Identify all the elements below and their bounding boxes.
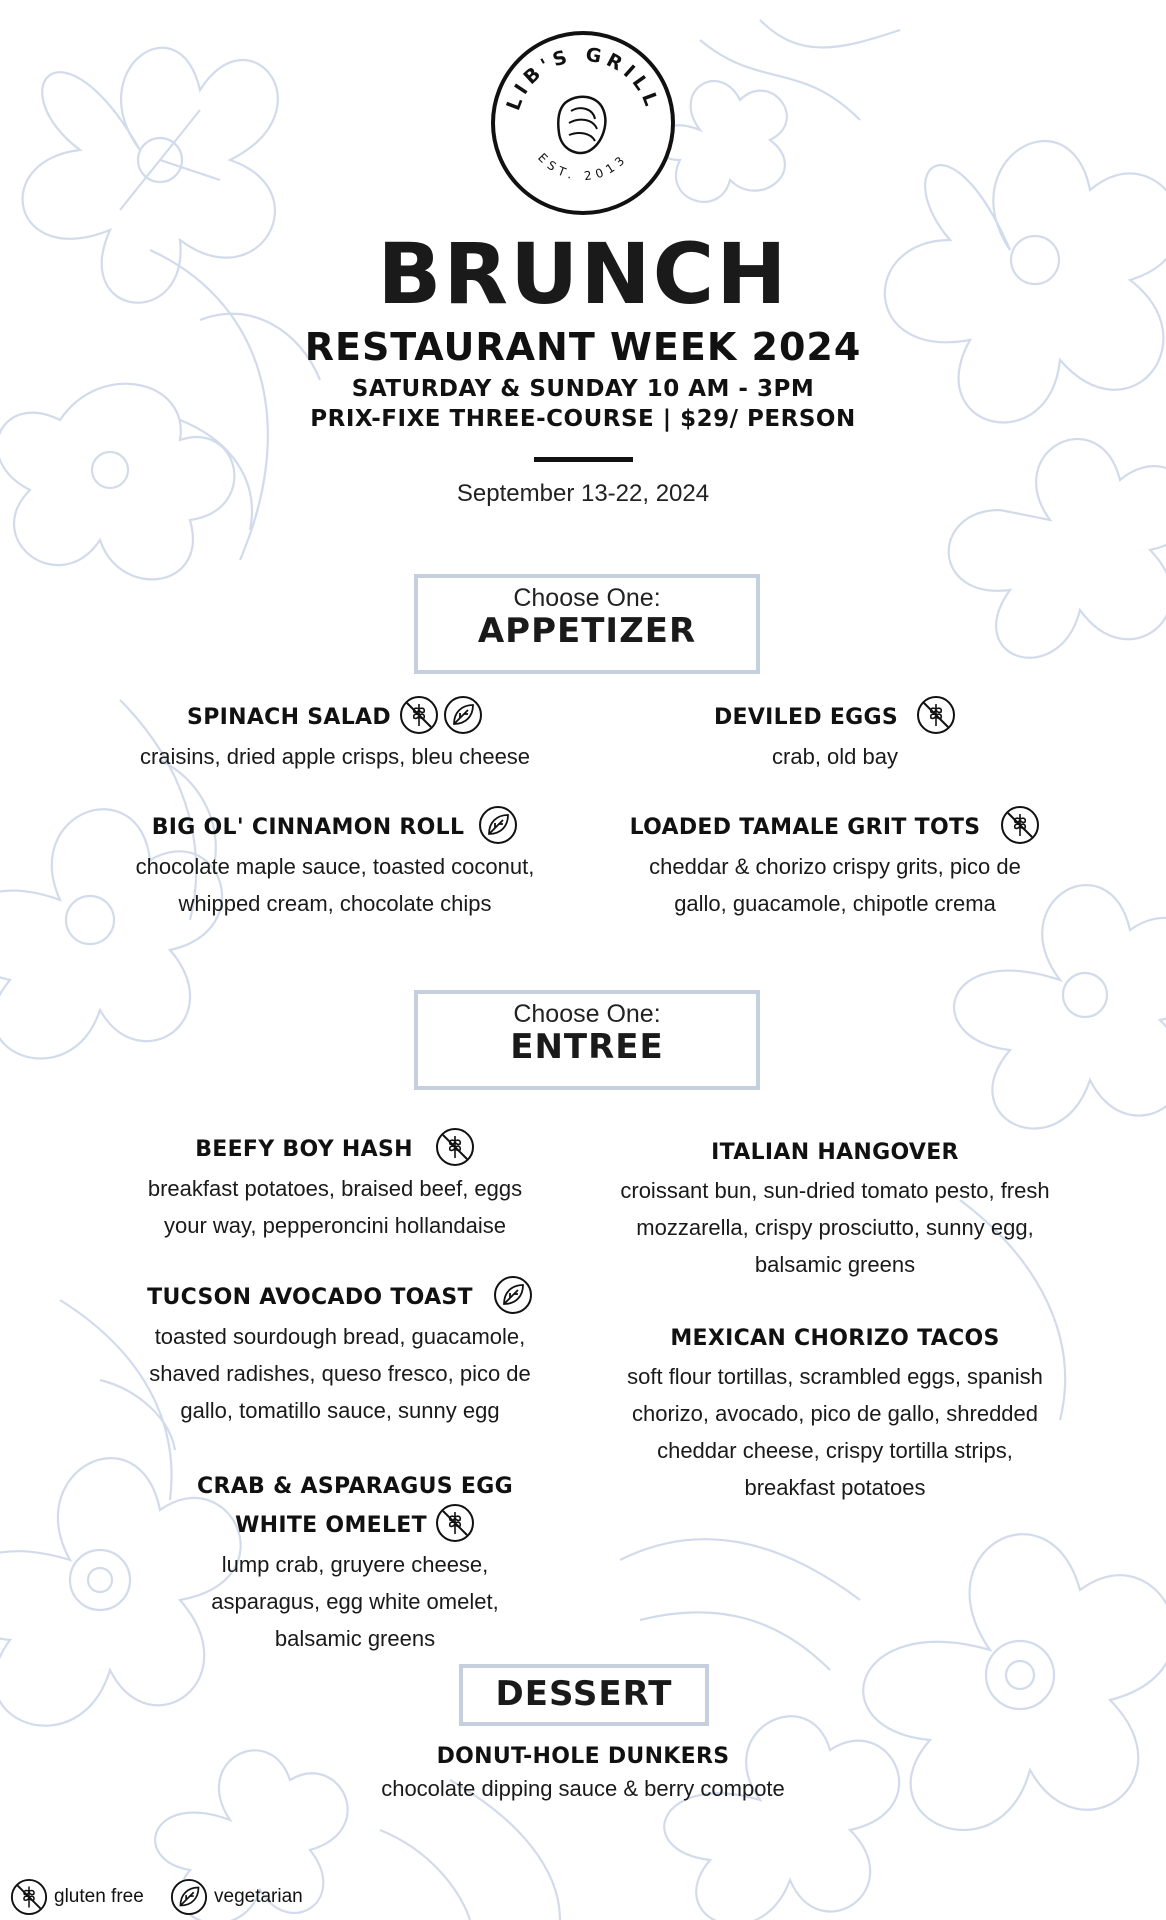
section-label: ENTREE xyxy=(510,1027,664,1067)
vegetarian-icon xyxy=(443,695,483,735)
gluten-free-icon xyxy=(435,1503,475,1543)
vegetarian-icon xyxy=(493,1275,533,1315)
legend-vegetarian xyxy=(170,1878,303,1916)
item-description: croissant bun, sun-dried tomato pesto, fresh mozzarella, crispy prosciutto, sunny egg, balsamic greens xyxy=(620,1178,1050,1277)
item-name: ITALIAN HANGOVER xyxy=(711,1140,959,1165)
legend-label: gluten free xyxy=(54,1886,144,1907)
item-name: TUCSON AVOCADO TOAST xyxy=(147,1285,473,1310)
legend-label: vegetarian xyxy=(214,1886,303,1907)
header-divider xyxy=(534,457,633,462)
legend-gluten-free xyxy=(10,1878,144,1916)
menu-item-tamale-grit-tots xyxy=(620,808,1050,922)
item-description: cheddar & chorizo crispy grits, pico de gallo, guacamole, chipotle crema xyxy=(649,854,1021,916)
item-description: craisins, dried apple crisps, bleu cheese xyxy=(139,744,531,769)
menu-item-spinach-salad xyxy=(120,698,550,775)
gluten-free-icon xyxy=(1000,805,1040,845)
menu-item-donut-hole-dunkers xyxy=(283,1740,883,1804)
logo-name: LIB'S GRILL xyxy=(502,43,664,114)
dessert-section-header xyxy=(459,1664,709,1726)
item-description: lump crab, gruyere cheese, asparagus, egg white omelet, balsamic greens xyxy=(211,1552,499,1651)
item-description: toasted sourdough bread, guacamole, shaved radishes, queso fresco, pico de gallo, tomatillo sauce, sunny egg xyxy=(149,1324,531,1423)
item-description: breakfast potatoes, braised beef, eggs your way, pepperoncini hollandaise xyxy=(147,1176,523,1238)
appetizer-section-header xyxy=(414,574,760,674)
oyster-icon xyxy=(558,97,605,153)
item-name: DEVILED EGGS xyxy=(713,705,899,730)
item-name: BEEFY BOY HASH xyxy=(195,1137,413,1162)
menu-item-italian-hangover xyxy=(615,1134,1055,1283)
item-name: LOADED TAMALE GRIT TOTS xyxy=(629,815,981,840)
item-description: crab, old bay xyxy=(772,744,898,769)
page-title: BRUNCH xyxy=(377,225,789,323)
choose-one-label: Choose One: xyxy=(513,1000,661,1028)
menu-item-tucson-avocado-toast xyxy=(130,1278,550,1429)
entree-section-header xyxy=(414,990,760,1090)
item-description: chocolate maple sauce, toasted coconut, whipped cream, chocolate chips xyxy=(135,854,535,916)
item-description: soft flour tortillas, scrambled eggs, spanish chorizo, avocado, pico de gallo, shredded cheddar cheese, crispy tortilla strips, breakfast potatoes xyxy=(627,1364,1043,1500)
schedule-text: SATURDAY & SUNDAY 10 AM - 3PM xyxy=(351,376,815,402)
item-description: chocolate dipping sauce & berry compote xyxy=(381,1776,785,1801)
menu-item-mexican-chorizo-tacos xyxy=(620,1320,1050,1506)
vegetarian-icon xyxy=(170,1878,208,1916)
item-name: BIG OL' CINNAMON ROLL xyxy=(151,815,465,840)
restaurant-logo xyxy=(487,27,679,219)
item-name: DONUT-HOLE DUNKERS xyxy=(436,1744,730,1769)
pricing-text: PRIX-FIXE THREE-COURSE | $29/ PERSON xyxy=(310,406,856,432)
choose-one-label: Choose One: xyxy=(513,584,661,612)
event-dates: September 13-22, 2024 xyxy=(456,480,710,507)
item-name: MEXICAN CHORIZO TACOS xyxy=(670,1326,1000,1351)
gluten-free-icon xyxy=(10,1878,48,1916)
menu-item-beefy-boy-hash xyxy=(130,1130,540,1244)
menu-item-cinnamon-roll xyxy=(130,808,540,922)
item-name: CRAB & ASPARAGUS EGG WHITE OMELET xyxy=(197,1474,513,1538)
vegetarian-icon xyxy=(478,805,518,845)
page-subtitle: RESTAURANT WEEK 2024 xyxy=(304,325,862,369)
menu-item-deviled-eggs xyxy=(620,698,1050,775)
logo-established: EST. 2013 xyxy=(535,150,631,184)
gluten-free-icon xyxy=(916,695,956,735)
section-label: APPETIZER xyxy=(477,611,697,651)
gluten-free-icon xyxy=(435,1127,475,1167)
item-name: SPINACH SALAD xyxy=(187,705,391,730)
section-label: DESSERT xyxy=(495,1674,673,1714)
menu-item-crab-asparagus-omelet xyxy=(135,1468,575,1657)
gluten-free-icon xyxy=(399,695,439,735)
